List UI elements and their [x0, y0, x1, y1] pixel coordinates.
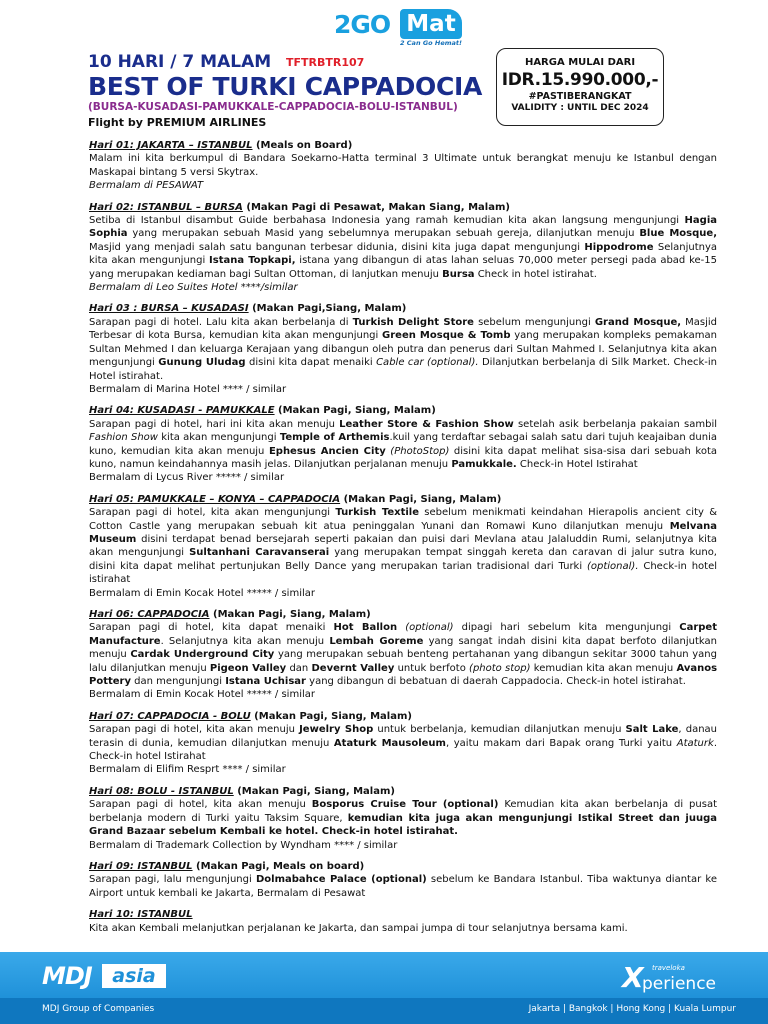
day-meals: (Makan Pagi, Siang, Malam) — [209, 609, 371, 620]
description-text: disini kita dapat menaiki — [245, 357, 377, 369]
day-description — [89, 873, 717, 900]
highlight-place: Ephesus Ancien City — [268, 445, 386, 457]
day-description — [89, 214, 717, 281]
description-text: sebelum ke Bandara Istanbul. Tiba waktunya diantar ke Airport untuk kembali ke Jakarta, Bermalam di Pesawat — [89, 874, 717, 899]
description-text: yang merupakan sebuah benteng pertahanan yang dibangun sekitar 3000 tahun yang lalu dilanjutkan menuju — [89, 649, 717, 674]
day-heading — [89, 139, 717, 152]
italic-note: (PhotoStop) — [390, 445, 450, 457]
footer — [0, 952, 768, 1024]
highlight-place: kemudian kita juga akan mengunjungi Istikal Street dan juuga Grand Bazaar sebelum Kembali ke hotel. Check-in hotel istirahat. — [89, 812, 717, 838]
day-label: Hari 07: CAPPADOCIA - BOLU — [89, 710, 251, 722]
description-text: untuk berbelanja, kemudian dilanjutkan menuju — [373, 724, 626, 736]
highlight-place: Leather Store & Fashion Show — [339, 418, 514, 430]
highlight-place: Bosporus Cruise Tour (optional) — [311, 799, 499, 811]
highlight-place: Salt Lake — [625, 724, 679, 736]
day-heading — [89, 608, 717, 621]
day-description — [89, 621, 717, 688]
description-text: Dilanjutkan berbelanja di Silk Market. Check-in Hotel istirahat. — [89, 357, 718, 382]
logo-two: 2GO — [334, 10, 391, 39]
day-meals: (Makan Pagi, Siang, Malam) — [233, 785, 395, 797]
highlight-place: Blue Mosque, — [639, 228, 717, 240]
description-text: dipagi hari sebelum kita mengunjungi — [453, 622, 680, 634]
description-text: Check-in Hotel Istirahat — [516, 458, 638, 470]
highlight-place: Grand Mosque, — [594, 316, 682, 328]
day-meals: (Makan Pagi di Pesawat, Makan Siang, Malam) — [242, 201, 510, 213]
description-text: Sarapan pagi di hotel, kita akan menuju — [89, 724, 300, 736]
day-label: Hari 09: ISTANBUL — [89, 860, 193, 872]
day-label: Hari 02: ISTANBUL – BURSA — [89, 201, 243, 213]
tour-title: BEST OF TURKI CAPPADOCIA — [88, 72, 483, 101]
day-heading — [89, 710, 717, 723]
description-text: Sarapan pagi di hotel, kita akan menuju — [89, 799, 312, 811]
office-cities: Jakarta | Bangkok | Hong Kong | Kuala Lumpur — [528, 1004, 736, 1014]
highlight-place: Carpet Manufacture — [89, 622, 717, 647]
italic-note: (optional) — [405, 622, 454, 634]
italic-note: Cable car (optional). — [376, 357, 479, 369]
group-companies: MDJ Group of Companies — [42, 1004, 155, 1014]
day-heading — [89, 785, 717, 798]
highlight-place: Pamukkale. — [451, 458, 517, 470]
highlight-place: Istana Topkapi, — [209, 255, 296, 267]
day-label: Hari 01: JAKARTA – ISTANBUL — [89, 140, 253, 151]
description-text: Sarapan pagi di hotel, kita dapat menaiki — [89, 622, 334, 634]
day-accommodation: Bermalam di PESAWAT — [89, 180, 204, 192]
day-heading — [89, 302, 717, 315]
highlight-place: Avanos Pottery — [89, 662, 718, 688]
description-text: . Check-in hotel Istirahat — [89, 737, 717, 763]
highlight-place: Bursa — [442, 268, 475, 280]
description-text: yang merupakan tempat singgah kereta dan caravan di jalur sutra kuno, disini kita dapat melihat pertunjukan Belly Dance yang merupakan tarian tradisional dari Turki — [89, 547, 717, 572]
tour-duration: 10 HARI / 7 MALAM — [88, 52, 272, 72]
highlight-place: Jewelry Shop — [299, 724, 374, 736]
description-text: sebelum menikmati keindahan Hierapolis ancient city & Cotton Castle yang merupakan sebuah kit atua peninggalan Yunani dan Romawi Kuno dilanjutkan menuju — [89, 507, 717, 532]
day-heading — [89, 908, 717, 921]
day-label: Hari 06: CAPPADOCIA — [89, 609, 210, 620]
itinerary-day — [89, 493, 717, 600]
description-text: setelah asik berbelanja pakaian sambil — [513, 418, 717, 430]
tour-code: TFTRBTR107 — [286, 56, 365, 69]
description-text: , danau terasin di dunia, kemudian dilanjutkan menuju — [89, 724, 717, 749]
highlight-place: Lembah Goreme — [329, 635, 424, 647]
price-hashtag: #PASTIBERANGKAT — [528, 91, 632, 102]
day-description — [89, 723, 717, 763]
day-meals: (Makan Pagi,Siang, Malam) — [248, 303, 407, 315]
day-label: Hari 03 : BURSA – KUSADASI — [89, 303, 249, 315]
logo-mat: Mat — [400, 9, 462, 39]
description-text: , yaitu makam dari Bapak orang Turki yaitu — [445, 737, 677, 749]
day-description — [89, 316, 717, 383]
description-text: Sarapan pagi, lalu mengunjungi — [89, 874, 256, 886]
highlight-place: Pigeon Valley — [209, 662, 287, 674]
day-heading — [89, 860, 717, 873]
itinerary-day — [89, 608, 717, 702]
itinerary-day — [89, 908, 717, 935]
description-text: . Selanjutnya kita akan menuju — [160, 635, 330, 647]
day-heading — [89, 201, 717, 214]
highlight-place: Istana Uchisar — [225, 676, 306, 688]
day-label: Hari 04: KUSADASI - PAMUKKALE — [89, 405, 275, 417]
highlight-place: Dolmabahce Palace (optional) — [255, 874, 427, 886]
description-text: untuk berfoto — [394, 662, 470, 674]
day-label: Hari 08: BOLU - ISTANBUL — [89, 785, 234, 797]
description-text: Sarapan pagi di hotel, hari ini kita akan menuju — [89, 418, 340, 430]
description-text: yang sangat indah disini kita dapat berfoto dilanjutkan menuju — [89, 635, 718, 661]
itinerary-day — [89, 710, 717, 777]
day-meals: (Makan Pagi, Siang, Malam) — [274, 405, 436, 417]
highlight-place: Melvana Museum — [89, 520, 717, 545]
day-description — [89, 418, 717, 472]
day-label: Hari 05: PAMUKKALE – KONYA – CAPPADOCIA — [89, 493, 341, 505]
day-meals: (Meals on Board) — [252, 140, 353, 151]
description-text: Setiba di Istanbul disambut Guide berbahasa Indonesia yang ramah kemudian kita akan langsung mengunjungi — [89, 215, 685, 227]
highlight-place: Hippodrome — [584, 241, 654, 253]
description-text: yang dibangun di bebatuan di daerah Cappadocia. Check-in hotel istirahat. — [305, 676, 686, 688]
highlight-place: Ataturk Mausoleum — [333, 737, 446, 749]
description-text — [397, 622, 405, 633]
description-text: yang merupakan kompleks pemakaman Sultan Mehmed I dan keluarga Kerajaan yang dibangun oleh putra dan penerus dari Sultan Mahmed I. Selanjutnya kita akan mengunjungi — [89, 330, 718, 369]
description-text: Kita akan Kembali melanjutkan perjalanan ke Jakarta, dan sampai jumpa di tour selanjutnya bersama kami. — [89, 922, 628, 934]
xperience-traveloka: traveloka — [652, 964, 685, 972]
italic-note: (optional). — [586, 560, 639, 572]
day-description — [89, 922, 717, 935]
day-description — [89, 506, 717, 586]
highlight-place: Sultanhani Caravanserai — [189, 547, 330, 559]
description-text: Check-in hotel istirahat — [89, 560, 717, 586]
description-text: istana yang dibangun di atas lahan seluas 70,000 meter persegi pada abad ke-15 yang merupakan kediaman bagi Sultan Ottoman, di lanjutkan menuju — [89, 255, 717, 280]
italic-note: Ataturk — [676, 737, 714, 749]
highlight-place: Devernt Valley — [311, 662, 395, 674]
mdj-asia-text: asia — [102, 964, 166, 988]
price-amount: IDR.15.990.000,- — [501, 70, 659, 90]
itinerary-day — [89, 785, 717, 852]
price-label: HARGA MULAI DARI — [524, 57, 636, 68]
itinerary-day — [89, 404, 717, 484]
logo-tagline: 2 Can Go Hemat! — [400, 39, 462, 47]
highlight-place: Gunung Uludag — [158, 357, 246, 369]
description-text: Masjid yang menjadi salah satu bangunan terbesar didunia, disini kita juga dapat mengunjungi — [89, 241, 585, 253]
highlight-place: Temple of Arthemis — [279, 432, 390, 444]
day-accommodation: Bermalam di Emin Kocak Hotel ***** / similar — [89, 587, 315, 599]
description-text: Check in hotel istirahat. — [474, 268, 597, 280]
description-text: Sarapan pagi di hotel, kita akan mengunjungi — [89, 507, 336, 519]
day-meals: (Makan Pagi, Siang, Malam) — [250, 710, 412, 722]
mdj-asia-logo — [42, 962, 172, 990]
day-accommodation: Bermalam di Emin Kocak Hotel ***** / similar — [89, 689, 315, 701]
description-text: yang merupakan sebuah Masid yang sebelumnya merupakan sebuah gereja, dilanjutkan menuju — [127, 228, 640, 240]
day-accommodation: Bermalam di Trademark Collection by Wyndham **** / similar — [89, 839, 398, 851]
day-accommodation: Bermalam di Leo Suites Hotel ****/similar — [89, 282, 298, 294]
day-description — [89, 152, 717, 179]
description-text: Sarapan pagi di hotel. Lalu kita akan berbelanja di — [89, 316, 353, 328]
price-box — [496, 48, 664, 126]
day-label: Hari 10: ISTANBUL — [89, 909, 193, 921]
highlight-place: Hot Ballon — [333, 622, 398, 634]
description-text: Kemudian kita akan berbelanja di pusat berbelanja modern di Turki yaitu Taksim Square, — [89, 799, 717, 824]
itinerary-day — [89, 201, 717, 295]
traveloka-xperience-logo — [622, 961, 742, 994]
description-text: .kuil yang terdaftar sebagai salah satu dari tujuh keajaiban dunia kuno, kemudian kita akan menuju — [89, 432, 717, 457]
day-accommodation: Bermalam di Lycus River ***** / similar — [89, 472, 285, 484]
mdj-logo-text: MDJ — [42, 962, 92, 990]
description-text: dan — [286, 662, 312, 674]
xperience-perience: perience — [642, 974, 717, 994]
flight-info: Flight by PREMIUM AIRLINES — [88, 116, 267, 129]
itinerary-day — [89, 302, 717, 396]
italic-note: (photo stop) — [469, 662, 531, 674]
day-heading — [89, 493, 717, 506]
day-meals: (Makan Pagi, Siang, Malam) — [340, 493, 502, 505]
description-text: Masjid Terbesar di kota Bursa, kemudian kita akan mengunjungi — [89, 316, 717, 342]
highlight-place: Turkish Textile — [335, 507, 419, 519]
itinerary-day — [89, 139, 717, 193]
description-text: disini terdapat benad bersejarah seperti pakaian dan puisi dari Mevlana atau Jalaluddin Rumi, selanjutnya kita akan mengunjungi — [89, 533, 717, 559]
highlight-place: Hagia Sophia — [89, 215, 717, 240]
tour-route: (BURSA-KUSADASI-PAMUKKALE-CAPPADOCIA-BOLU-ISTANBUL) — [88, 101, 458, 113]
price-validity: VALIDITY : UNTIL DEC 2024 — [511, 103, 649, 113]
xperience-x: X — [622, 961, 644, 994]
highlight-place: Turkish Delight Store — [352, 316, 474, 328]
highlight-place: Cardak Underground City — [130, 649, 275, 661]
highlight-place: Green Mosque & Tomb — [382, 330, 511, 342]
italic-note: Fashion Show — [89, 432, 158, 444]
description-text: kemudian kita akan menuju — [530, 662, 677, 674]
day-description — [89, 798, 717, 838]
itinerary — [89, 139, 717, 943]
day-accommodation: Bermalam di Marina Hotel **** / similar — [89, 383, 287, 395]
description-text: kita akan mengunjungi — [157, 432, 280, 444]
description-text: Selanjutnya kita akan mengunjungi — [89, 241, 718, 267]
day-accommodation: Bermalam di Elifim Resprt **** / similar — [89, 764, 286, 776]
day-meals: (Makan Pagi, Meals on board) — [192, 860, 365, 872]
description-text: Malam ini kita berkumpul di Bandara Soekarno-Hatta terminal 3 Ultimate untuk berangkat menuju ke Istanbul dengan Maskapai bintang 5 versi Skytrax. — [89, 153, 717, 178]
brand-logo — [300, 4, 470, 48]
description-text: dan mengunjungi — [131, 676, 226, 688]
description-text: sebelum mengunjungi — [473, 316, 595, 328]
description-text: disini kita dapat melihat sisa-sisa dari sebuah kota kuno, namun keindahannya masih jelas. Dilanjutkan perjalanan menuju — [89, 445, 718, 470]
day-heading — [89, 404, 717, 417]
itinerary-day — [89, 860, 717, 900]
